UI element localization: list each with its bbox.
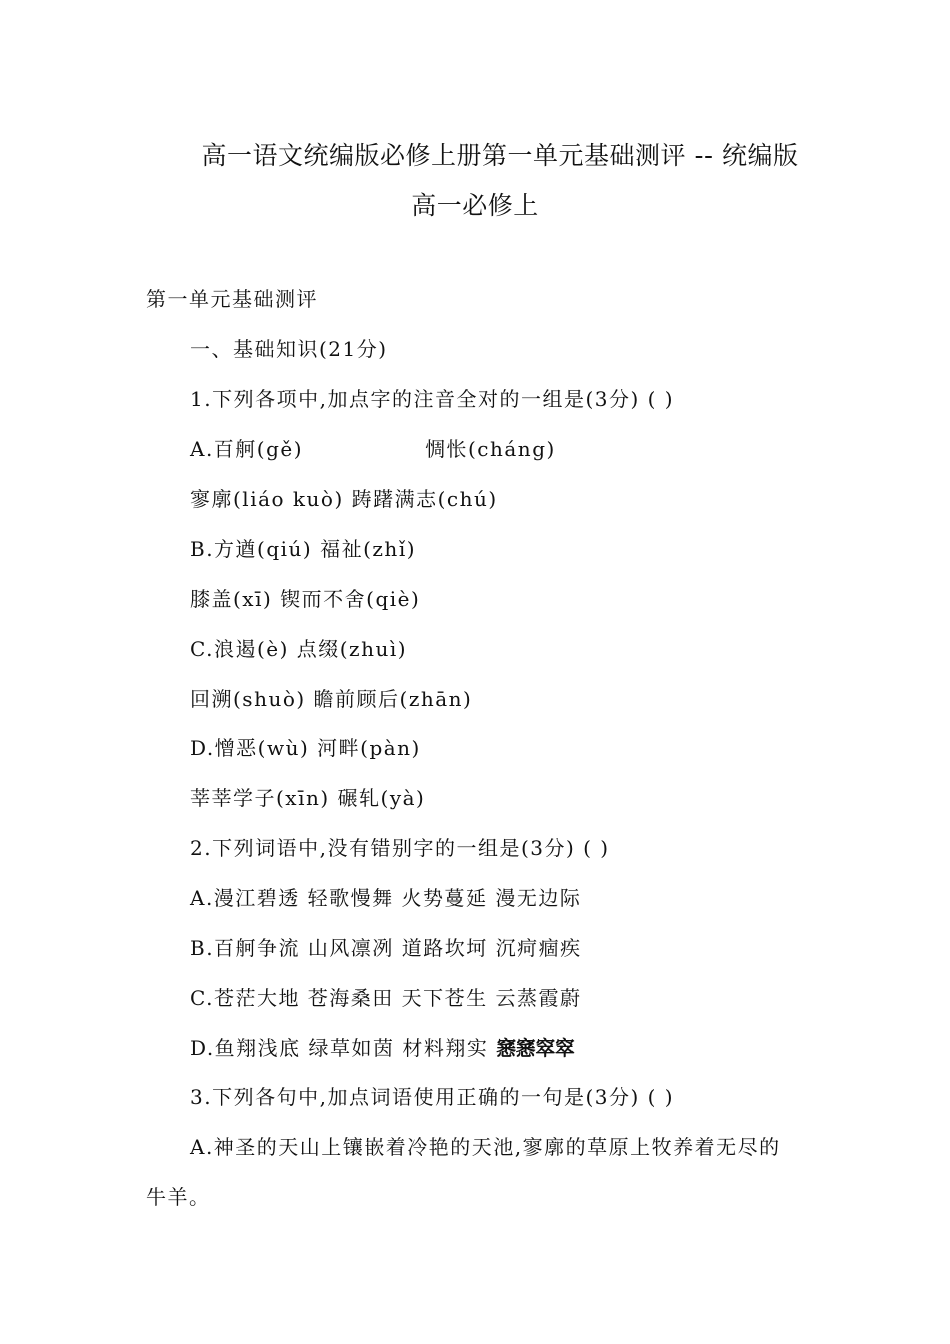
question-3-option-a-line-2: 牛羊。	[146, 1185, 211, 1209]
question-3-stem: 3.下列各句中,加点词语使用正确的一句是(3分) ( )	[190, 1085, 675, 1109]
question-1-option-a-line-2: 寥廓(liáo kuò) 踌躇满志(chú)	[190, 487, 498, 511]
question-2-option-d-text: D.鱼翔浅底 绿草如茵 材料翔实	[190, 1036, 497, 1060]
question-1-option-b-line-2: 膝盖(xī) 锲而不舍(qiè)	[190, 587, 421, 611]
question-1-option-c: C.浪遏(è) 点缀(zhuì)	[190, 637, 408, 661]
document-title-line-1: 高一语文统编版必修上册第一单元基础测评 -- 统编版	[201, 141, 799, 170]
section-heading: 第一单元基础测评	[146, 287, 318, 311]
question-1-option-d-line-2: 莘莘学子(xīn) 碾轧(yà)	[190, 786, 426, 810]
document-title-line-2: 高一必修上	[411, 191, 539, 220]
question-2-option-d-bold-word: 窸窸窣窣	[496, 1036, 575, 1060]
question-1-option-d: D.憎恶(wù) 河畔(pàn)	[190, 736, 421, 760]
question-1-option-c-line-2: 回溯(shuò) 瞻前顾后(zhān)	[190, 687, 473, 711]
question-2-option-c: C.苍茫大地 苍海桑田 天下苍生 云蒸霞蔚	[190, 986, 582, 1010]
question-3-option-a: A.神圣的天山上镶嵌着冷艳的天池,寥廓的草原上牧养着无尽的	[190, 1135, 781, 1159]
question-2-stem: 2.下列词语中,没有错别字的一组是(3分) ( )	[190, 836, 610, 860]
question-1-option-a-left: A.百舸(gě)	[190, 437, 304, 461]
question-2-option-a: A.漫江碧透 轻歌慢舞 火势蔓延 漫无边际	[190, 886, 582, 910]
question-1-stem: 1.下列各项中,加点字的注音全对的一组是(3分) ( )	[190, 387, 675, 411]
question-2-option-d	[190, 1035, 574, 1061]
question-2-option-b: B.百舸争流 山风凛冽 道路坎坷 沉疴痼疾	[190, 936, 582, 960]
part-heading: 一、基础知识(21分)	[190, 337, 388, 361]
question-1-option-b: B.方遒(qiú) 福祉(zhǐ)	[190, 537, 417, 561]
question-1-option-a-right: 惆怅(cháng)	[425, 437, 556, 461]
